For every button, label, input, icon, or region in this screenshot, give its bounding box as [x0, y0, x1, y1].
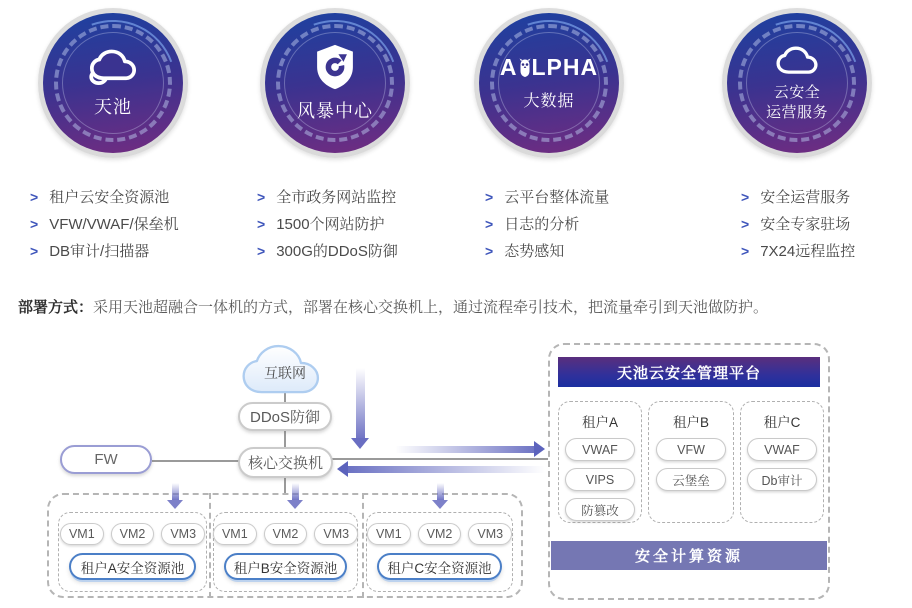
tenant-a-pool-box	[58, 512, 207, 592]
tenant-c-pool-label: 租户C安全资源池	[377, 553, 502, 580]
badge-label: 大数据	[523, 92, 575, 110]
chevron-marker: >	[741, 242, 750, 259]
internet-cloud-node	[238, 341, 332, 400]
badge-tianchi	[38, 8, 188, 158]
badge-ailpha-bigdata	[474, 8, 624, 158]
chevron-marker: >	[30, 188, 39, 205]
bullet-text: 300G的DDoS防御	[276, 243, 398, 260]
list-item	[257, 183, 398, 210]
tenant-b-box	[648, 401, 734, 523]
arrow-head	[432, 500, 448, 509]
vm-node: VM2	[111, 523, 155, 545]
owl-icon	[519, 57, 531, 79]
badge-storm-center	[260, 8, 410, 158]
arrow-head	[534, 441, 545, 457]
core-switch-node	[238, 447, 333, 478]
badge-disc	[727, 13, 867, 153]
compute-resource-bar: 安全计算资源	[551, 541, 827, 570]
bullet-text: VFW/VWAF/保垒机	[49, 216, 179, 233]
bullet-text: 日志的分析	[504, 216, 580, 233]
service-pill: VWAF	[747, 438, 817, 461]
badge-label-line2: 运营服务	[765, 103, 828, 121]
list-item	[741, 183, 855, 210]
vm-node: VM3	[314, 523, 358, 545]
badge-label: 风暴中心	[297, 100, 373, 121]
tenant-c-pool-box	[366, 512, 513, 592]
vm-node: VM1	[213, 523, 257, 545]
pool-divider	[209, 493, 211, 598]
chevron-marker: >	[741, 188, 750, 205]
brand-suffix: LPHA	[531, 53, 599, 80]
vm-node: VM3	[161, 523, 205, 545]
deployment-text: 采用天池超融合一体机的方式，部署在核心交换机上，通过流程牵引技术，把流量牵引到天池做防护。	[93, 299, 769, 316]
arrow-shaft	[395, 446, 534, 453]
fw-label: FW	[94, 451, 118, 468]
vm-node: VM1	[367, 523, 411, 545]
bullet-text: DB审计/扫描器	[49, 243, 150, 260]
chevron-marker: >	[741, 215, 750, 232]
arrow-shaft	[292, 483, 299, 500]
arrow-shaft	[356, 368, 365, 438]
service-pill: VIPS	[565, 468, 635, 491]
vm-row	[214, 523, 357, 545]
cloud-icon	[772, 44, 822, 78]
arrow-head	[337, 461, 348, 477]
traffic-to-platform-arrow	[395, 441, 545, 457]
list-item	[30, 210, 179, 237]
list-item	[741, 237, 855, 264]
badge-label	[766, 83, 828, 122]
chevron-marker: >	[257, 215, 266, 232]
bullet-text: 租户云安全资源池	[49, 189, 170, 206]
traffic-return-arrow	[337, 461, 545, 477]
badge-label: 天池	[94, 96, 132, 117]
chevron-marker: >	[485, 215, 494, 232]
connector-core-to-platform	[332, 458, 548, 460]
vm-row	[59, 523, 206, 545]
service-pill: 防篡改	[565, 498, 635, 521]
tianchi-platform-panel	[548, 343, 830, 600]
tenant-name: 租户B	[672, 415, 709, 430]
badge-disc	[479, 13, 619, 153]
deployment-prefix: 部署方式：	[18, 299, 94, 316]
service-pill: Db审计	[747, 468, 817, 491]
arrow-head	[287, 500, 303, 509]
vm-node: VM2	[264, 523, 308, 545]
list-item	[741, 210, 855, 237]
list-item	[257, 237, 398, 264]
connector-fw-to-core	[152, 460, 242, 462]
service-pill: VFW	[656, 438, 726, 461]
tenant-a-pool-label: 租户A安全资源池	[69, 553, 196, 580]
badge-cloud-security-ops	[722, 8, 872, 158]
ddos-label: DDoS防御	[249, 409, 320, 426]
arrow-head	[351, 438, 369, 449]
bullet-text: 云平台整体流量	[504, 189, 610, 206]
list-item	[485, 183, 609, 210]
bullet-text: 7X24远程监控	[760, 243, 856, 260]
bullet-text: 安全运营服务	[760, 189, 851, 206]
list-item	[257, 210, 398, 237]
bullet-list-security-ops	[741, 183, 855, 264]
vm-row	[367, 523, 512, 545]
cloud-link-icon	[85, 48, 141, 86]
bullet-text: 全市政务网站监控	[276, 189, 397, 206]
chevron-marker: >	[485, 188, 494, 205]
badge-label-line1: 云安全	[773, 84, 821, 101]
arrow-head	[167, 500, 183, 509]
service-pill: 云堡垒	[656, 468, 726, 491]
core-switch-label: 核心交换机	[247, 455, 323, 472]
arrow-shaft	[172, 483, 179, 500]
bullet-text: 1500个网站防护	[276, 216, 385, 233]
list-item	[30, 237, 179, 264]
pool-a-arrow	[167, 483, 183, 509]
platform-title-bar: 天池云安全管理平台	[558, 357, 820, 387]
bullet-text: 态势感知	[504, 243, 565, 260]
tenant-c-box	[740, 401, 824, 523]
bullet-list-tianchi	[30, 183, 179, 264]
badge-disc	[43, 13, 183, 153]
vm-node: VM3	[468, 523, 512, 545]
bullet-list-storm-center	[257, 183, 398, 264]
list-item	[485, 237, 609, 264]
internet-label: 互联网	[264, 365, 306, 381]
shield-icon	[314, 44, 356, 90]
vm-node: VM1	[60, 523, 104, 545]
tenant-b-pool-box	[213, 512, 358, 592]
chevron-marker: >	[30, 242, 39, 259]
pool-divider	[362, 493, 364, 598]
service-pill: VWAF	[565, 438, 635, 461]
pool-c-arrow	[432, 483, 448, 509]
brand-prefix: A	[499, 53, 518, 80]
tenant-a-box	[558, 401, 642, 523]
arrow-shaft	[437, 483, 444, 500]
pool-b-arrow	[287, 483, 303, 509]
bullet-text: 安全专家驻场	[760, 216, 851, 233]
list-item	[485, 210, 609, 237]
firewall-node	[60, 445, 152, 474]
chevron-marker: >	[257, 242, 266, 259]
tenant-b-pool-label: 租户B安全资源池	[224, 553, 347, 580]
ailpha-brand	[499, 53, 599, 80]
vm-node: VM2	[418, 523, 462, 545]
badge-disc	[265, 13, 405, 153]
tenant-name: 租户A	[581, 415, 618, 430]
arrow-shaft	[348, 466, 545, 473]
tenant-name: 租户C	[763, 415, 801, 430]
chevron-marker: >	[485, 242, 494, 259]
chevron-marker: >	[257, 188, 266, 205]
traffic-down-arrow	[351, 368, 369, 449]
chevron-marker: >	[30, 215, 39, 232]
bullet-list-bigdata	[485, 183, 609, 264]
ddos-defense-node	[238, 402, 332, 431]
list-item	[30, 183, 179, 210]
deployment-description	[18, 296, 768, 317]
